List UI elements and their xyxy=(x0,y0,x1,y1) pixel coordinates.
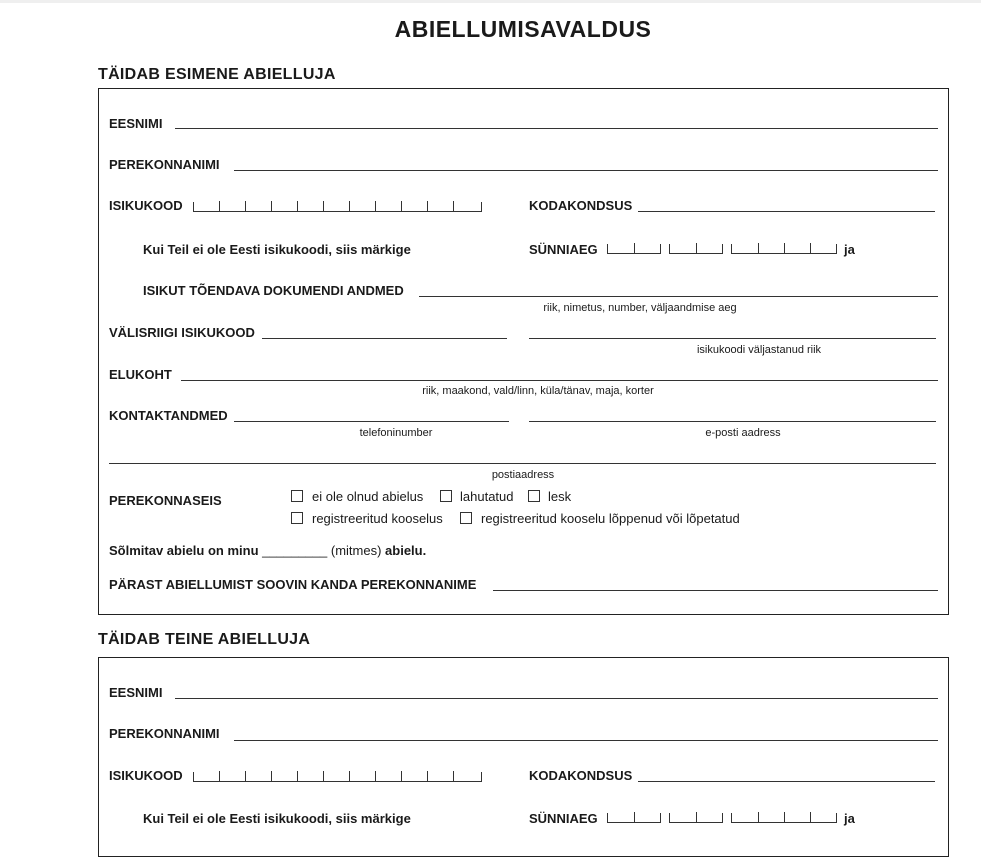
postal-address-field[interactable] xyxy=(109,463,936,464)
email-field[interactable] xyxy=(529,421,936,422)
section-heading-second: TÄIDAB TEINE ABIELLUJA xyxy=(98,631,311,648)
id-document-label: ISIKUT TÕENDAVA DOKUMENDI ANDMED xyxy=(143,283,404,298)
marriage-number-text xyxy=(109,543,426,558)
residence-hint: riik, maakond, vald/linn, küla/tänav, maja, korter xyxy=(422,385,654,397)
checkbox-widowed[interactable] xyxy=(528,490,540,502)
id-document-hint: riik, nimetus, number, väljaandmise aeg xyxy=(543,302,737,314)
email-hint: e-posti aadress xyxy=(705,427,781,439)
option-widowed: lesk xyxy=(548,489,572,504)
contact-label: KONTAKTANDMED xyxy=(109,408,228,423)
issuing-country-field[interactable] xyxy=(529,338,936,339)
marital-status-label: PEREKONNASEIS xyxy=(109,493,222,508)
second-citizenship-label: KODAKONDSUS xyxy=(529,768,633,783)
surname-after-marriage-field[interactable] xyxy=(493,590,938,591)
section-heading-first: TÄIDAB ESIMENE ABIELLUJA xyxy=(98,66,336,83)
foreign-code-field[interactable] xyxy=(262,338,507,339)
birth-day-cells[interactable] xyxy=(607,244,661,254)
last-name-field[interactable] xyxy=(234,170,938,171)
marriage-number-blank[interactable]: _________ xyxy=(262,543,328,558)
phone-hint: telefoninumber xyxy=(359,427,433,439)
first-spouse-box xyxy=(98,88,949,615)
personal-code-cells[interactable] xyxy=(193,202,482,212)
birth-year-cells[interactable] xyxy=(731,244,837,254)
first-name-field[interactable] xyxy=(175,128,938,129)
last-name-label: PEREKONNANIMI xyxy=(109,157,220,172)
surname-after-marriage-label: PÄRAST ABIELLUMIST SOOVIN KANDA PEREKONNANIME xyxy=(109,577,477,592)
form-title: ABIELLUMISAVALDUS xyxy=(394,16,652,42)
option-registered-partnership: registreeritud kooselus xyxy=(312,511,443,526)
second-birth-day-cells[interactable] xyxy=(607,813,661,823)
birth-date-label: SÜNNIAEG xyxy=(529,242,598,257)
second-birth-month-cells[interactable] xyxy=(669,813,723,823)
option-divorced: lahutatud xyxy=(460,489,514,504)
postal-address-hint: postiaadress xyxy=(491,469,555,481)
residence-field[interactable] xyxy=(181,380,938,381)
issuing-country-hint: isikukoodi väljastanud riik xyxy=(696,344,822,356)
residence-label: ELUKOHT xyxy=(109,367,172,382)
second-personal-code-cells[interactable] xyxy=(193,772,482,782)
checkbox-partnership-ended[interactable] xyxy=(460,512,472,524)
option-partnership-ended: registreeritud kooselu lõppenud või lõpetatud xyxy=(481,511,740,526)
no-code-note: Kui Teil ei ole Eesti isikukoodi, siis märkige xyxy=(143,242,411,257)
second-first-name-field[interactable] xyxy=(175,698,938,699)
citizenship-field[interactable] xyxy=(638,211,935,212)
second-citizenship-field[interactable] xyxy=(638,781,935,782)
checkbox-divorced[interactable] xyxy=(440,490,452,502)
option-never-married: ei ole olnud abielus xyxy=(312,489,424,504)
foreign-code-label: VÄLISRIIGI ISIKUKOOD xyxy=(109,325,255,340)
checkbox-never-married[interactable] xyxy=(291,490,303,502)
top-edge xyxy=(0,0,981,3)
marriage-number-hint: (mitmes) xyxy=(330,543,382,558)
second-birth-date-label: SÜNNIAEG xyxy=(529,811,598,826)
birth-month-cells[interactable] xyxy=(669,244,723,254)
second-spouse-box xyxy=(98,657,949,857)
marriage-number-prefix: Sõlmitav abielu on minu xyxy=(109,543,259,558)
second-last-name-field[interactable] xyxy=(234,740,938,741)
checkbox-registered-partnership[interactable] xyxy=(291,512,303,524)
first-name-label: EESNIMI xyxy=(109,116,163,131)
second-first-name-label: EESNIMI xyxy=(109,685,163,700)
id-document-field[interactable] xyxy=(419,296,938,297)
second-last-name-label: PEREKONNANIMI xyxy=(109,726,220,741)
second-no-code-note: Kui Teil ei ole Eesti isikukoodi, siis märkige xyxy=(143,811,411,826)
marriage-number-suffix: abielu. xyxy=(385,543,427,558)
second-birth-year-cells[interactable] xyxy=(731,813,837,823)
second-and-label: ja xyxy=(844,811,855,826)
personal-code-label: ISIKUKOOD xyxy=(109,198,183,213)
citizenship-label: KODAKONDSUS xyxy=(529,198,633,213)
and-label: ja xyxy=(844,242,855,257)
phone-field[interactable] xyxy=(234,421,509,422)
second-personal-code-label: ISIKUKOOD xyxy=(109,768,183,783)
